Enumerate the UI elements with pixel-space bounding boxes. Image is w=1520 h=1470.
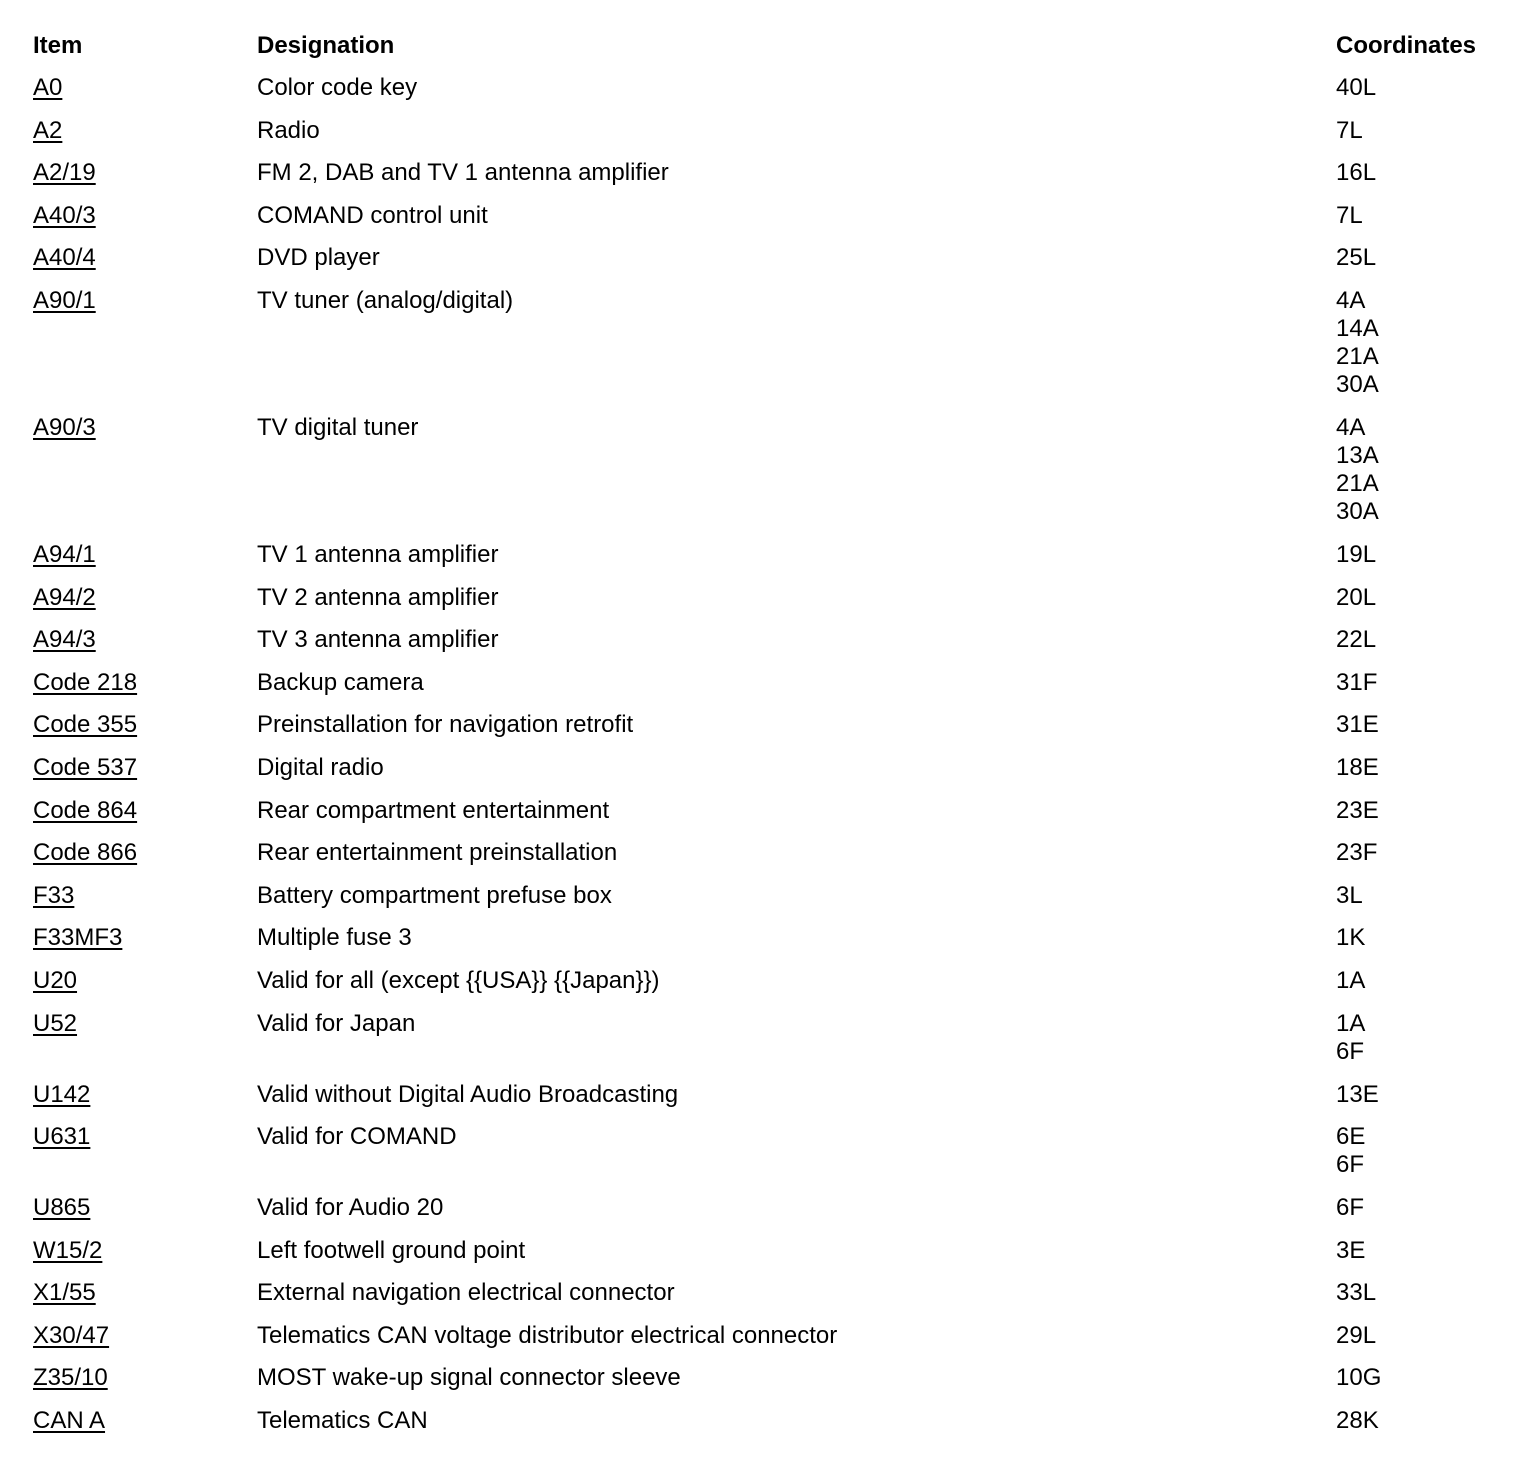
designation-text: Valid for all (except {{USA}} {{Japan}}): [257, 966, 660, 994]
coordinate-value: 1A: [1336, 1009, 1366, 1037]
coordinate-value: 31E: [1336, 711, 1379, 739]
coordinates-cell: [1336, 924, 1365, 952]
coordinate-value: 18E: [1336, 753, 1379, 781]
item-link[interactable]: X30/47: [33, 1321, 110, 1349]
item-link[interactable]: Code 864: [33, 796, 138, 824]
item-link[interactable]: U865: [33, 1194, 91, 1222]
table-row: [0, 1123, 1520, 1194]
item-link[interactable]: W15/2: [33, 1236, 103, 1264]
coordinate-value: 33L: [1336, 1279, 1377, 1307]
coordinate-value: 25L: [1336, 244, 1377, 272]
coordinates-cell: [1336, 74, 1376, 102]
coordinate-value: 1K: [1336, 924, 1366, 952]
item-link[interactable]: X1/55: [33, 1279, 96, 1307]
item-link[interactable]: A94/1: [33, 540, 96, 568]
item-link[interactable]: U20: [33, 966, 78, 994]
designation-text: Valid for COMAND: [257, 1123, 457, 1151]
table-row: [0, 1279, 1520, 1322]
designation-text: Battery compartment prefuse box: [257, 881, 612, 909]
item-link[interactable]: Code 355: [33, 711, 138, 739]
designation-text: Rear compartment entertainment: [257, 796, 610, 824]
designation-text: TV tuner (analog/digital): [257, 286, 514, 314]
coordinate-value: 21A: [1336, 342, 1379, 370]
coordinates-cell: [1336, 839, 1377, 867]
coordinate-value: 30A: [1336, 370, 1379, 398]
coordinate-value: 6F: [1336, 1037, 1365, 1065]
coordinate-value: 30A: [1336, 497, 1379, 525]
coordinates-cell: [1336, 1194, 1364, 1222]
table-row: [0, 797, 1520, 840]
table-row: [0, 754, 1520, 797]
coordinate-value: 3L: [1336, 881, 1363, 909]
table-row: [0, 202, 1520, 245]
coordinate-value: 23E: [1336, 796, 1379, 824]
coordinate-value: 28K: [1336, 1407, 1379, 1435]
coordinates-cell: [1336, 1322, 1376, 1350]
coordinates-cell: [1336, 1407, 1379, 1435]
coordinate-value: 21A: [1336, 469, 1379, 497]
designation-text: COMAND control unit: [257, 201, 488, 229]
item-link[interactable]: A94/2: [33, 583, 96, 611]
coordinate-value: 1A: [1336, 966, 1366, 994]
coordinate-value: 4A: [1336, 413, 1366, 441]
header-designation: Designation: [257, 32, 395, 59]
item-link[interactable]: A40/4: [33, 244, 96, 272]
table-row: [0, 1364, 1520, 1407]
coordinates-cell: [1336, 1123, 1365, 1179]
item-link[interactable]: A2: [33, 116, 63, 144]
coordinate-value: 40L: [1336, 74, 1377, 101]
table-row: [0, 541, 1520, 584]
designation-text: FM 2, DAB and TV 1 antenna amplifier: [257, 159, 669, 187]
coordinate-value: 14A: [1336, 314, 1379, 342]
designation-text: Radio: [257, 116, 320, 144]
item-link[interactable]: Code 218: [33, 668, 138, 696]
coordinate-value: 6F: [1336, 1194, 1365, 1222]
coordinates-cell: [1336, 967, 1365, 995]
designation-text: TV 1 antenna amplifier: [257, 540, 499, 568]
designation-text: Rear entertainment preinstallation: [257, 839, 618, 867]
designation-text: Left footwell ground point: [257, 1236, 526, 1264]
item-link[interactable]: U52: [33, 1009, 78, 1037]
item-link[interactable]: Z35/10: [33, 1364, 108, 1392]
item-link[interactable]: A0: [33, 74, 63, 101]
coordinate-value: 13E: [1336, 1080, 1379, 1108]
table-row: [0, 1407, 1520, 1450]
table-row: [0, 414, 1520, 541]
coordinates-cell: [1336, 1081, 1379, 1109]
table-body: [0, 74, 1520, 1450]
coordinates-cell: [1336, 541, 1376, 569]
designation-text: Digital radio: [257, 753, 384, 781]
coordinates-cell: [1336, 202, 1363, 230]
coordinate-value: 20L: [1336, 583, 1377, 611]
coordinates-cell: [1336, 1237, 1365, 1265]
coordinates-cell: [1336, 159, 1376, 187]
designation-text: Valid for Audio 20: [257, 1194, 444, 1222]
coordinate-value: 3E: [1336, 1236, 1366, 1264]
designation-text: Backup camera: [257, 668, 424, 696]
table-row: [0, 967, 1520, 1010]
coordinate-value: 10G: [1336, 1364, 1382, 1392]
item-link[interactable]: F33: [33, 881, 75, 909]
header-item: Item: [33, 32, 83, 59]
coordinate-value: 19L: [1336, 540, 1377, 568]
table-row: [0, 711, 1520, 754]
coordinates-cell: [1336, 117, 1363, 145]
coordinate-value: 22L: [1336, 626, 1377, 654]
table-row: [0, 626, 1520, 669]
coordinates-cell: [1336, 244, 1376, 272]
table-row: [0, 1237, 1520, 1280]
designation-text: TV digital tuner: [257, 413, 419, 441]
designation-text: Telematics CAN voltage distributor electrical connector: [257, 1321, 838, 1349]
coordinate-value: 16L: [1336, 159, 1377, 187]
designation-text: DVD player: [257, 244, 380, 272]
designation-text: TV 2 antenna amplifier: [257, 583, 499, 611]
coordinates-cell: [1336, 287, 1379, 399]
designation-text: Preinstallation for navigation retrofit: [257, 711, 634, 739]
coordinates-cell: [1336, 584, 1376, 612]
table-row: [0, 839, 1520, 882]
coordinates-cell: [1336, 797, 1379, 825]
coordinate-value: 31F: [1336, 668, 1378, 696]
coordinate-value: 6E: [1336, 1123, 1366, 1151]
header-coordinates: Coordinates: [1336, 32, 1477, 59]
item-link[interactable]: Code 537: [33, 753, 138, 781]
table-row: [0, 244, 1520, 287]
coordinates-cell: [1336, 754, 1379, 782]
table-row: [0, 1081, 1520, 1124]
table-row: [0, 669, 1520, 712]
coordinates-cell: [1336, 711, 1379, 739]
coordinates-cell: [1336, 1010, 1365, 1066]
item-link[interactable]: A2/19: [33, 159, 96, 187]
table-row: [0, 117, 1520, 160]
table-row: [0, 1010, 1520, 1081]
table-row: [0, 159, 1520, 202]
table-row: [0, 287, 1520, 414]
item-link[interactable]: CAN A: [33, 1407, 106, 1435]
table-row: [0, 74, 1520, 117]
item-link[interactable]: F33MF3: [33, 924, 123, 952]
designation-text: Valid for Japan: [257, 1009, 416, 1037]
coordinate-value: 6F: [1336, 1151, 1365, 1179]
designation-text: Multiple fuse 3: [257, 924, 412, 952]
designation-text: Telematics CAN: [257, 1407, 428, 1435]
coordinates-cell: [1336, 669, 1377, 697]
coordinates-cell: [1336, 882, 1363, 910]
table-row: [0, 882, 1520, 925]
item-link[interactable]: A94/3: [33, 626, 96, 654]
item-link[interactable]: Code 866: [33, 839, 138, 867]
coordinate-value: 4A: [1336, 286, 1366, 314]
item-link[interactable]: A90/3: [33, 413, 96, 441]
table-row: [0, 584, 1520, 627]
coordinate-value: 29L: [1336, 1321, 1377, 1349]
designation-text: Valid without Digital Audio Broadcasting: [257, 1080, 679, 1108]
coordinate-value: 7L: [1336, 116, 1363, 144]
designation-text: MOST wake-up signal connector sleeve: [257, 1364, 681, 1392]
table-row: [0, 1194, 1520, 1237]
coordinates-cell: [1336, 1279, 1376, 1307]
table-row: [0, 924, 1520, 967]
designation-text: TV 3 antenna amplifier: [257, 626, 499, 654]
designation-text: External navigation electrical connector: [257, 1279, 675, 1307]
coordinates-cell: [1336, 414, 1379, 526]
table-row: [0, 1322, 1520, 1365]
item-link[interactable]: A40/3: [33, 201, 96, 229]
item-link[interactable]: U142: [33, 1080, 91, 1108]
item-link[interactable]: U631: [33, 1123, 91, 1151]
coordinates-cell: [1336, 1364, 1381, 1392]
coordinate-value: 13A: [1336, 441, 1379, 469]
coordinate-value: 7L: [1336, 201, 1363, 229]
coordinates-cell: [1336, 626, 1376, 654]
item-link[interactable]: A90/1: [33, 286, 96, 314]
designation-text: Color code key: [257, 74, 418, 101]
table-header: [0, 31, 1520, 61]
coordinate-value: 23F: [1336, 839, 1378, 867]
